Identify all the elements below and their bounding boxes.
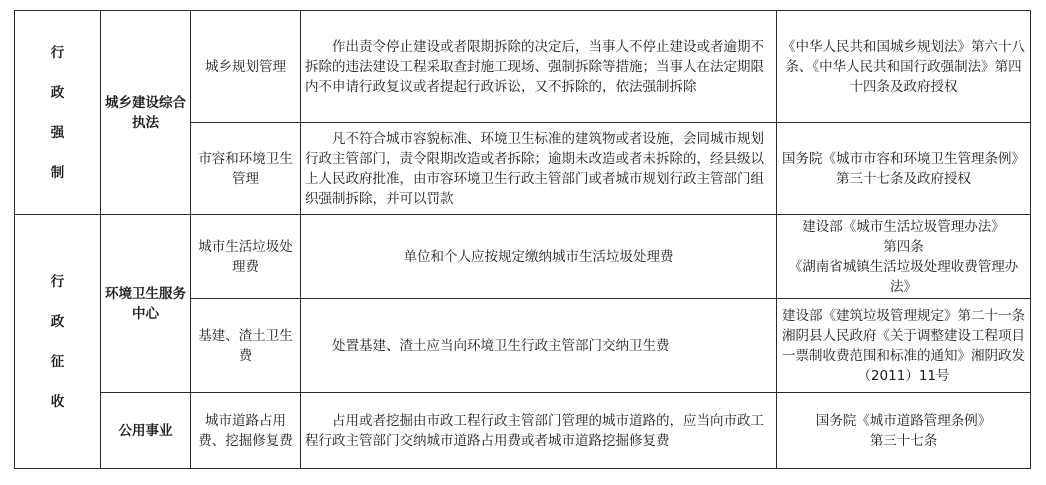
item-cell: 市容和环境卫生管理 [191, 123, 301, 215]
basis-cell [777, 393, 1031, 469]
category-char: 征 [50, 353, 65, 370]
item-cell: 城乡规划管理 [191, 11, 301, 123]
department-cell: 城乡建设综合执法 [101, 11, 191, 215]
basis-line: 建设部《建筑垃圾管理规定》第二十一条 [782, 307, 1025, 324]
item-cell: 城市生活垃圾处理费 [191, 215, 301, 299]
table-row [15, 11, 1031, 123]
category-char: 行 [50, 44, 65, 61]
basis-line: 国务院《城市市容和环境卫生管理条例》第三十七条及政府授权 [782, 150, 1025, 187]
department-cell: 环境卫生服务中心 [101, 215, 191, 393]
basis-cell [777, 11, 1031, 123]
department-cell: 公用事业 [101, 393, 191, 469]
regulation-table [14, 10, 1031, 469]
content-cell: 处置基建、渣土应当向环境卫生行政主管部门交纳卫生费 [301, 299, 777, 393]
table-row [15, 215, 1031, 299]
item-cell: 城市道路占用费、挖掘修复费 [191, 393, 301, 469]
category-char: 制 [50, 164, 65, 181]
basis-line: 国务院《城市道路管理条例》 [815, 412, 992, 429]
category-char: 政 [50, 84, 65, 101]
basis-line: 湘阴县人民政府《关于调整建设工程项目一票制收费范围和标准的通知》湘阴政发（2011）11号 [782, 327, 1025, 384]
category-char: 强 [50, 124, 65, 141]
category-cell-enforcement [15, 11, 101, 215]
item-cell: 基建、渣土卫生费 [191, 299, 301, 393]
content-cell: 占用或者挖掘由市政工程行政主管部门管理的城市道路的，应当向市政工程行政主管部门交纳城市道路占用费或者城市道路挖掘修复费 [301, 393, 777, 469]
basis-line: 《中华人民共和国城乡规划法》第六十八条、《中华人民共和国行政强制法》第四十四条及政府授权 [782, 38, 1025, 95]
basis-line: 第四条 [883, 238, 924, 255]
basis-line: 第三十七条 [869, 432, 938, 449]
category-char: 行 [50, 273, 65, 290]
category-cell-levy [15, 215, 101, 469]
content-cell: 作出责令停止建设或者限期拆除的决定后，当事人不停止建设或者逾期不拆除的违法建设工程采取查封施工现场、强制拆除等措施；当事人在法定期限内不申请行政复议或者提起行政诉讼，又不拆除的，依法强制拆除 [301, 11, 777, 123]
basis-cell [777, 215, 1031, 299]
content-cell: 单位和个人应按规定缴纳城市生活垃圾处理费 [301, 215, 777, 299]
category-char: 政 [50, 313, 65, 330]
basis-cell [777, 299, 1031, 393]
category-char: 收 [50, 393, 65, 410]
table-row [15, 393, 1031, 469]
basis-cell [777, 123, 1031, 215]
content-cell: 凡不符合城市容貌标准、环境卫生标准的建筑物或者设施，会同城市规划行政主管部门，责令限期改造或者拆除；逾期未改造或者未拆除的，经县级以上人民政府批准，由市容环境卫生行政主管部门或者城市规划行政主管部门组织强制拆除，并可以罚款 [301, 123, 777, 215]
basis-line: 《湖南省城镇生活垃圾处理收费管理办法》 [788, 258, 1019, 295]
basis-line: 建设部《城市生活垃圾管理办法》 [802, 218, 1005, 235]
